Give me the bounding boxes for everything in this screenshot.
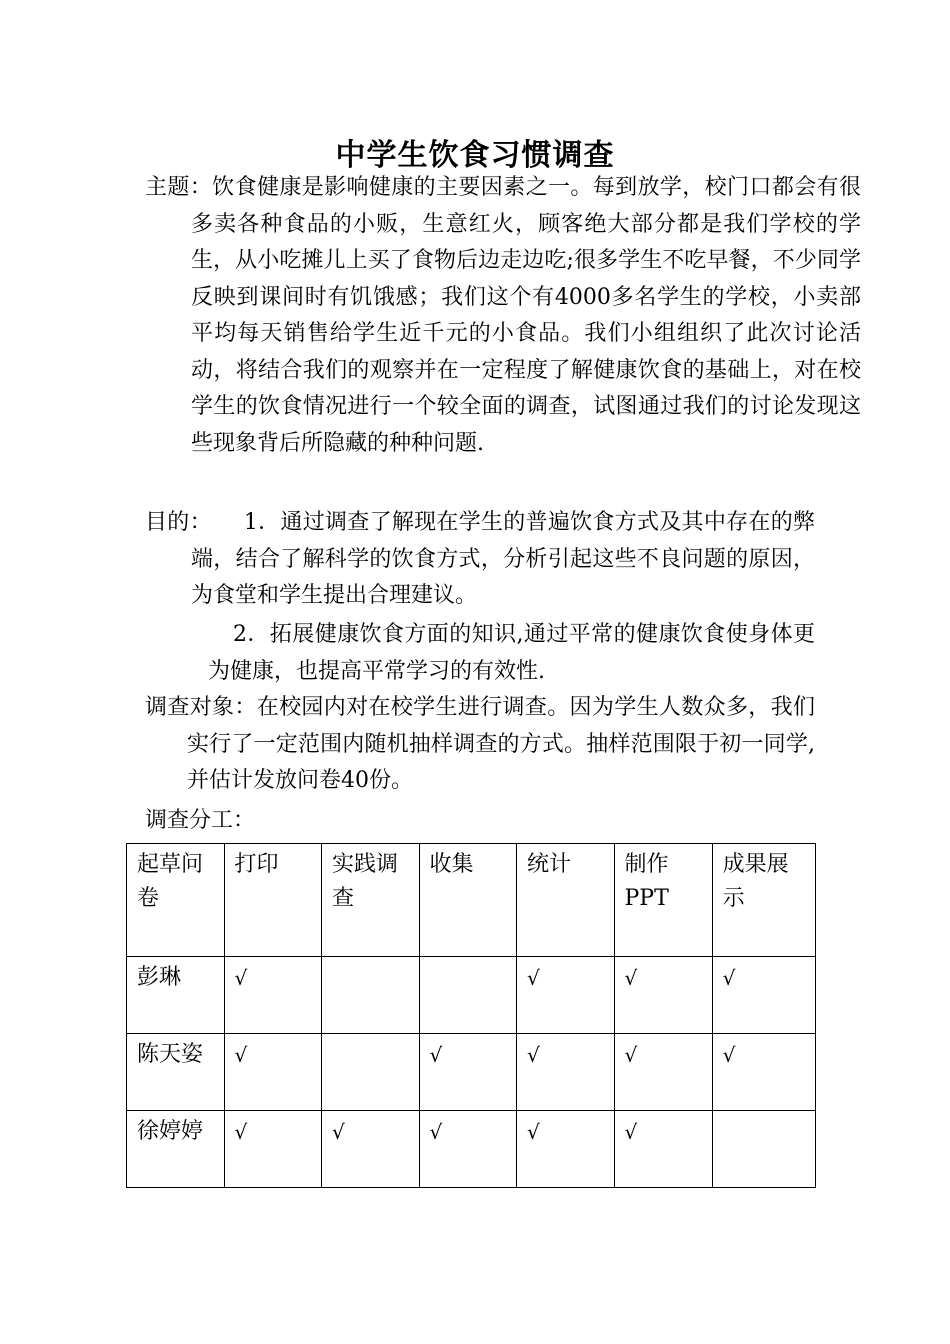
table-row [127, 957, 816, 1034]
header-cell: 统计 [517, 844, 615, 957]
division-label: 调查分工： [145, 808, 256, 833]
check-cell [322, 957, 420, 1034]
purpose-label: 目的： [145, 510, 212, 535]
target-text: 在校园内对在校学生进行调查。因为学生人数众多，我们实行了一定范围内随机抽样调查的方式。抽样范围限于初一同学,并估计发放问卷40份。 [187, 695, 815, 793]
member-name: 彭琳 [127, 957, 225, 1034]
check-cell: √ [419, 1111, 517, 1188]
check-cell [419, 957, 517, 1034]
check-cell: √ [712, 1034, 815, 1111]
page-title: 中学生饮食习惯调查 [335, 138, 615, 173]
purpose-item-2: 2．拓展健康饮食方面的知识,通过平常的健康饮食使身体更为健康，也提高平常学习的有效性. [208, 622, 815, 684]
member-name: 陈天姿 [127, 1034, 225, 1111]
check-cell: √ [517, 1034, 615, 1111]
table-header-row [127, 844, 816, 957]
check-cell [322, 1034, 420, 1111]
check-cell: √ [712, 957, 815, 1034]
header-cell: 打印 [224, 844, 322, 957]
table-row [127, 1111, 816, 1188]
check-cell: √ [322, 1111, 420, 1188]
target-paragraph [145, 690, 815, 800]
check-cell [712, 1111, 815, 1188]
header-cell: 收集 [419, 844, 517, 957]
purpose-item-1: 1．通过调查了解现在学生的普遍饮食方式及其中存在的弊端，结合了解科学的饮食方式，分析引起这些不良问题的原因，为食堂和学生提出合理建议。 [191, 510, 815, 608]
check-cell: √ [224, 957, 322, 1034]
member-name: 徐婷婷 [127, 1111, 225, 1188]
check-cell: √ [614, 957, 712, 1034]
check-cell: √ [517, 957, 615, 1034]
header-cell: 制作PPT [614, 844, 712, 957]
division-table [126, 843, 816, 1188]
theme-text: 饮食健康是影响健康的主要因素之一。每到放学，校门口都会有很多卖各种食品的小贩，生意红火，顾客绝大部分都是我们学校的学生，从小吃摊儿上买了食物后边走边吃;很多学生不吃早餐，不少同学反映到课间时有饥饿感；我们这个有4000多名学生的学校，小卖部平均每天销售给学生近千元的小食品。我们小组组织了此次讨论活动，将结合我们的观察并在一定程度了解健康饮食的基础上，对在校学生的饮食情况进行一个较全面的调查，试图通过我们的讨论发现这些现象背后所隐藏的种种问题. [191, 175, 861, 456]
check-cell: √ [517, 1111, 615, 1188]
check-cell: √ [614, 1034, 712, 1111]
header-cell: 实践调查 [322, 844, 420, 957]
check-cell: √ [224, 1034, 322, 1111]
header-cell: 成果展示 [712, 844, 815, 957]
purpose-paragraph [145, 505, 815, 615]
theme-paragraph [145, 170, 861, 462]
check-cell: √ [224, 1111, 322, 1188]
check-cell: √ [614, 1111, 712, 1188]
table-row [127, 1034, 816, 1111]
header-cell: 起草问卷 [127, 844, 225, 957]
theme-label: 主题： [145, 175, 213, 200]
target-label: 调查对象： [145, 695, 257, 720]
check-cell: √ [419, 1034, 517, 1111]
